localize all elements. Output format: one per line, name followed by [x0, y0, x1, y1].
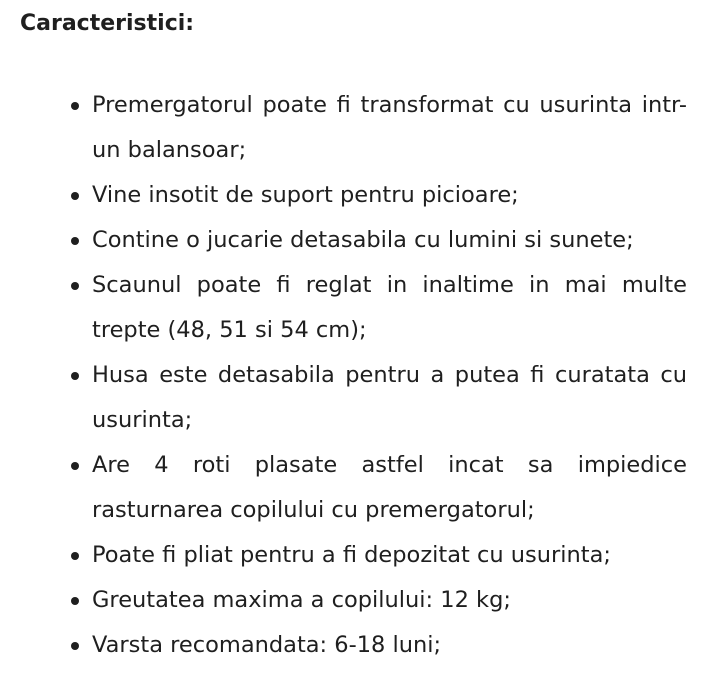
- feature-text: Greutatea maxima a copilului: 12 kg;: [92, 587, 511, 613]
- feature-item: [92, 173, 687, 218]
- feature-text: Contine o jucarie detasabila cu lumini si sunete;: [92, 227, 634, 253]
- feature-text: Varsta recomandata: 6-18 luni;: [92, 632, 442, 658]
- feature-item: [92, 83, 687, 173]
- feature-item: [92, 443, 687, 533]
- bullet-dot-icon: [71, 237, 79, 245]
- feature-item: [92, 578, 687, 623]
- bullet-dot-icon: [71, 282, 79, 290]
- feature-item: [92, 533, 687, 578]
- feature-item: [92, 263, 687, 353]
- feature-text: Vine insotit de suport pentru picioare;: [92, 182, 519, 208]
- bullet-dot-icon: [71, 552, 79, 560]
- bullet-dot-icon: [71, 102, 79, 110]
- bullet-dot-icon: [71, 372, 79, 380]
- feature-text: Are 4 roti plasate astfel incat sa impiedice rasturnarea copilului cu premergatorul;: [92, 452, 687, 523]
- features-list: [20, 83, 687, 668]
- feature-item: [92, 218, 687, 263]
- bullet-dot-icon: [71, 642, 79, 650]
- feature-text: Husa este detasabila pentru a putea fi curatata cu usurinta;: [92, 362, 687, 433]
- feature-item: [92, 353, 687, 443]
- feature-item: [92, 623, 687, 668]
- section-heading: Caracteristici:: [20, 11, 195, 36]
- bullet-dot-icon: [71, 597, 79, 605]
- bullet-dot-icon: [71, 192, 79, 200]
- feature-text: Poate fi pliat pentru a fi depozitat cu usurinta;: [92, 542, 611, 568]
- feature-text: Scaunul poate fi reglat in inaltime in mai multe trepte (48, 51 si 54 cm);: [92, 272, 687, 343]
- bullet-dot-icon: [71, 462, 79, 470]
- feature-text: Premergatorul poate fi transformat cu usurinta intr-un balansoar;: [92, 92, 687, 163]
